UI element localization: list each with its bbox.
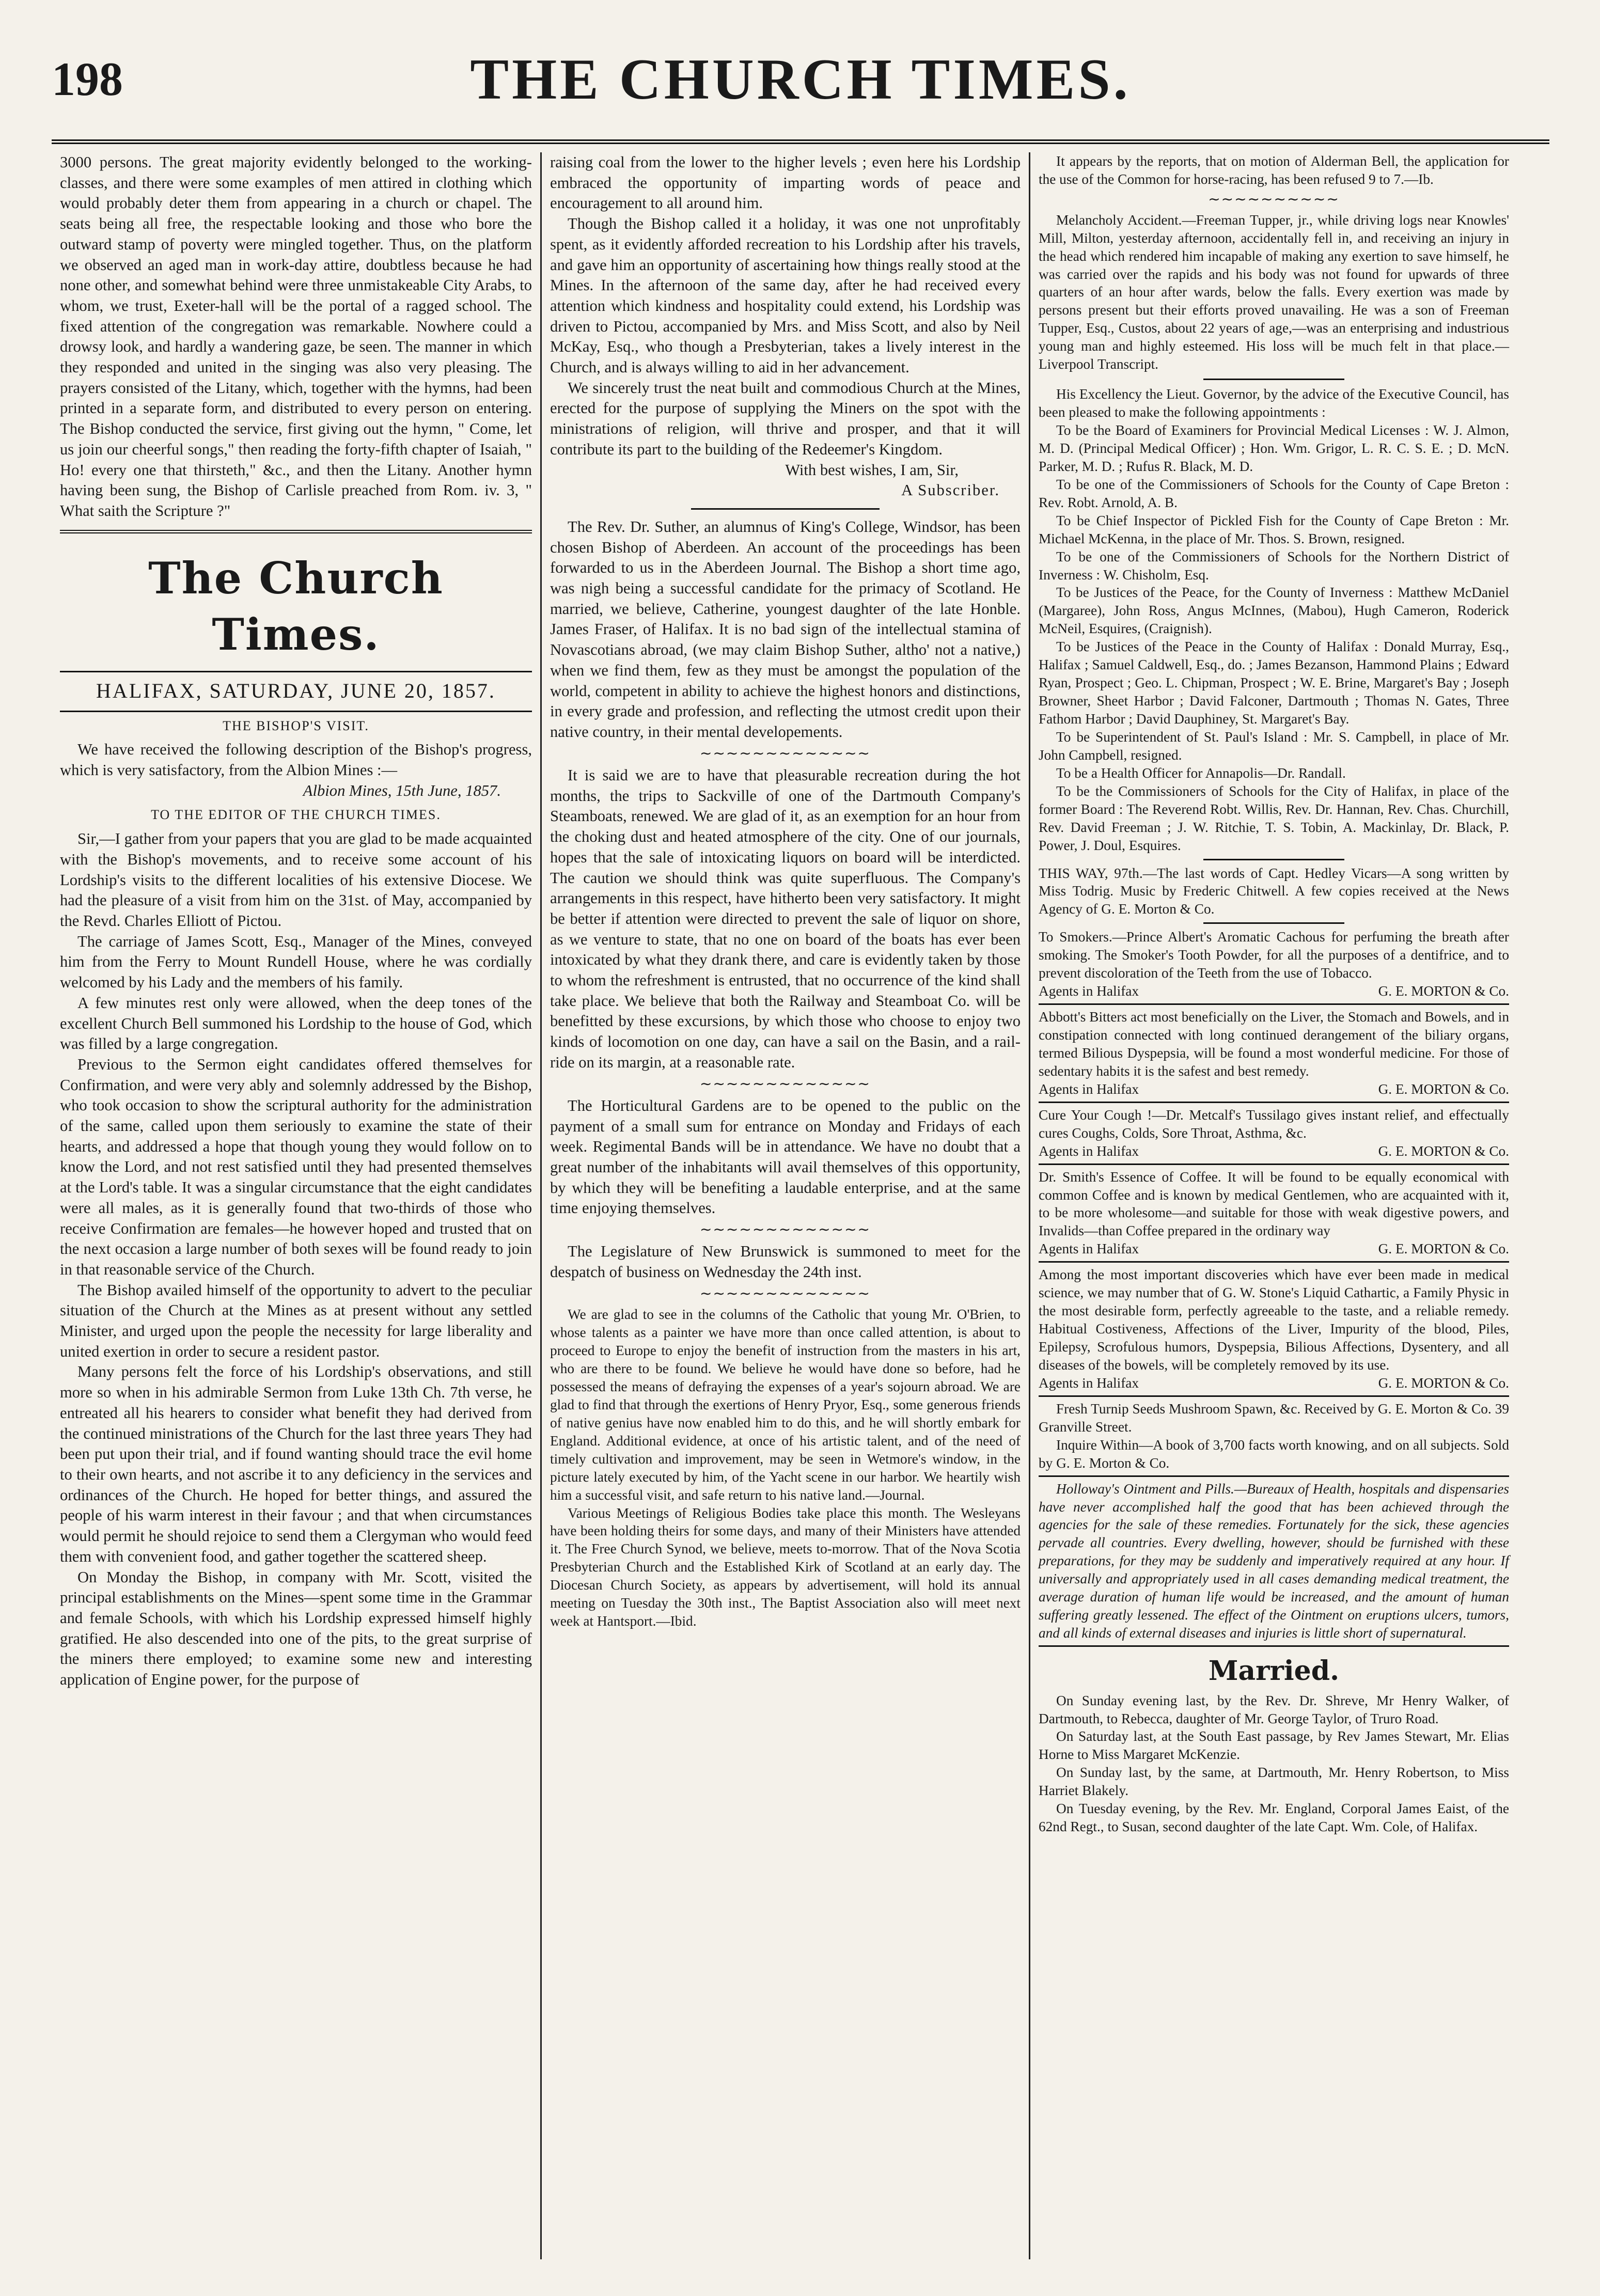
letter-paragraph: The carriage of James Scott, Esq., Manager of the Mines, conveyed him from the Ferry to Mount Rundell House, where he was cordially welcomed by his Lady and the members of his family. [60,932,532,992]
signature: A Subscriber. [901,481,1000,499]
agent-label: Agents in Halifax [1039,1241,1139,1257]
divider [1203,859,1344,860]
appointment: To be the Commissioners of Schools for the City of Halifax, in place of the former Board : The Reverend Robt. Willis, Rev. Dr. Hannan, Rev. Chas. Churchill, Rev. David Freeman ; J. W. Ritchie, T. S. Tobin, A. Mackinlay, Dr. Black, P. Power, J. Doul, Esquires. [1039,783,1509,853]
news-item: It appears by the reports, that on motion of Alderman Bell, the application for the use of the Common for horse-racing, has been refused 9 to 7.—Ib. [1039,153,1509,187]
wavy-divider: ∼∼∼∼∼∼∼∼∼∼∼∼∼ [700,1285,871,1302]
marriage-notice: On Sunday last, by the same, at Dartmouth, Mr. Henry Robertson, to Miss Harriet Blakely. [1039,1765,1509,1799]
letter-paragraph: Many persons felt the force of his Lordship's observations, and still more so when in his admirable Sermon from Luke 13th Ch. 7th verse, he entreated all his hearers to consider what benefit they had derived from the continued ministrations of the Church for the last three years They had been put upon their trial, and if found wanting should trace the evil home to their own hearts, and not ascribe it to any deficiency in the services and ordinances of the Church. He hoped for better things, and assured the people of his warm interest in their favour ; and that when circumstances would permit he should rejoice to send them a Clergyman who would feed them with convenient food, and gather together the scattered sheep. [60,1363,532,1565]
news-item: It is said we are to have that pleasurable recreation during the hot months, the trips to Sackville of one of the Dartmouth Company's Steamboats, renewed. We are glad of it, as an exemption for an hour from the choking dust and heated atmosphere of the city. One of our journals, hopes that the sale of intoxicating liquors on board will be interdicted. The caution we should think was quite superfluous. The Company's arrangements in this respect, have hitherto been very satisfactory. It might be better if attention were directed to prevent the sale of liquor on shore, as we venture to state, that no one on board of the boats has ever been intoxicated by what they drank there, and care is evidently taken by those to whom the refreshment is entrusted, that no occurrence of the kind shall take place. We believe that both the Railway and Steamboat Co. will be benefitted by these excursions, by which those who choose to enjoy two kinds of locomotion on one day, can have a sail on the Basin, and a rail-ride on its margin, at a reasonable rate. [550,766,1021,1071]
dateline: HALIFAX, SATURDAY, JUNE 20, 1857. [96,679,496,702]
appointment: To be one of the Commissioners of Schools for the Northern District of Inverness : W. Chisholm, Esq. [1039,548,1509,583]
agent-label: Agents in Halifax [1039,1375,1139,1391]
wavy-divider: ∼∼∼∼∼∼∼∼∼∼∼∼∼ [700,1222,871,1238]
divider [1039,1645,1509,1647]
paper-title: The Church Times. [148,552,444,660]
news-item: The Rev. Dr. Suther, an alumnus of King's College, Windsor, has been chosen Bishop of Aberdeen. An account of the proceedings has been forwarded to us in the Aberdeen Journal. The Bishop a short time ago, was nigh being a successful candidate for the primacy of Scotland. He married, we believe, Catherine, youngest daughter of the late Honble. James Fraser, of Halifax. It is no bad sign of the intellectual stamina of Novascotians abroad, (we may claim Bishop Suther, altho' not a native,) when we find them, few as they must be amongst the population of the world, competent in ability to achieve the highest honors and distinctions, in every grade and profession, and reflecting the utmost credit upon their native country, in their mental developements. [550,517,1021,741]
news-item: The Horticultural Gardens are to be opened to the public on the payment of a small sum for entrance on Monday and Fridays of each week. Regimental Bands will be in attendance. We have no doubt that a great number of the inhabitants will avail themselves of this opportunity, by which they will be benefiting a laudable enterprise, and at the same time enjoying themselves. [550,1096,1021,1217]
wavy-divider: ∼∼∼∼∼∼∼∼∼∼ [1208,191,1340,208]
article-paragraph: 3000 persons. The great majority evidently belonged to the working-classes, and there were some examples of men attired in clothing which would probably deter them from appearing in a church or chapel. The seats being all free, the respectable looking and those who bore the outward stamp of poverty were mingled together. Thus, on the platform we observed an aged man in work-day attire, doubtless because he had none other, and somewhat behind were three unmistakeable City Arabs, to whom, we trust, Exeter-hall will be the portal of a ragged school. The fixed attention of the congregation was remarkable. Nowhere could a drowsy look, and hardly a wandering gaze, be seen. The manner in which they responded and united in the singing was also very pleasing. The prayers consisted of the Litany, which, together with the hymns, had been printed in a separate form, and distributed to every person on entering. The Bishop conducted the service, first giving out the hymn, " Come, let us join our cheerful songs," then reading the forty-fifth chapter of Isaiah, " Ho! every one that thirsteth," &c., and then the Litany. Another hymn having been sung, the Bishop of Carlisle preached from Rom. iv. 3, " What saith the Scripture ?" [60,153,532,520]
agent-line [1039,1142,1509,1160]
letter-paragraph: A few minutes rest only were allowed, when the deep tones of the excellent Church Bell summoned his Lordship to the house of God, which was filled by a large congregation. [60,994,532,1053]
agent-name: G. E. MORTON & Co. [1378,1081,1509,1097]
column-1 [52,152,540,2259]
letter-paragraph: The Bishop availed himself of the opportunity to advert to the peculiar situation of the Church at the Mines as at present without any settled Minister, and urged upon the people the necessity for large liberality and united exertion in order to secure a resident pastor. [60,1281,532,1360]
advertisement: Fresh Turnip Seeds Mushroom Spawn, &c. Received by G. E. Morton & Co. 39 Granville Street. [1039,1401,1509,1435]
wavy-divider: ∼∼∼∼∼∼∼∼∼∼∼∼∼ [700,1076,871,1092]
divider [1039,1261,1509,1263]
advertisement: Holloway's Ointment and Pills.—Bureaux of Health, hospitals and dispensaries have never accomplished half the good that has been achieved through the agencies for the sale of these remedies. Fortunately for the sick, these agencies pervade all countries. Every dwelling, however, should be furnished with these preparations, for they may be suddenly and imperatively required at any hour. If universally and appropriately used in all cases demanding medical treatment, the average duration of human life would be increased, and the amount of human suffering greatly lessened. The effect of the Ointment on eruptions ulcers, tumors, and all kinds of external diseases and injuries is little short of supernatural. [1039,1481,1509,1641]
agent-name: G. E. MORTON & Co. [1378,1375,1509,1391]
letter-paragraph: Previous to the Sermon eight candidates offered themselves for Confirmation, and were very ably and solemnly addressed by the Bishop, who took occasion to show the scriptural authority for the administration of the same, called upon them seriously to examine the state of their hearts, and addressed a hope that though young they would follow on to know the Lord, and not rest satisfied until they had presented themselves at the Lord's table. It was a singular circumstance that the eight candidates were all males, as it is generally found that two-thirds of those who receive Confirmation are females—he however hoped and trusted that on the next occasion a large number of both sexes will be found ready to join in that reasonable service of the Church. [60,1055,532,1278]
appointment: His Excellency the Lieut. Governor, by the advice of the Executive Council, has been pleased to make the following appointments : [1039,386,1509,420]
appointment: To be Chief Inspector of Pickled Fish for the County of Cape Breton : Mr. Michael McKenna, in the place of Mr. Thos. S. Brown, resigned. [1039,512,1509,546]
appointment: To be Justices of the Peace in the County of Halifax : Donald Murray, Esq., Halifax ; Samuel Caldwell, Esq., do. ; James Bezanson, Hammond Plains ; Edward Ryan, Prospect ; Geo. L. Chipman, Prospect ; W. E. Brine, Margaret's Bay ; Joseph Browner, Sheet Harbor ; David Falconer, Dartmouth ; Thomas N. Gates, Three Fathom Harbor ; David Dauphiney, St. Margaret's Bay. [1039,639,1509,727]
advertisement: To Smokers.—Prince Albert's Aromatic Cachous for perfuming the breath after smoking. The Smoker's Tooth Powder, for all the purposes of a dentifrice, and to prevent discoloration of the Teeth from the use of Tobacco. [1039,929,1509,981]
letter-paragraph: raising coal from the lower to the higher levels ; even here his Lordship embraced the opportunity of imparting words of peace and encouragement to all around him. [550,153,1021,212]
agent-name: G. E. MORTON & Co. [1378,1143,1509,1159]
advertisement: Cure Your Cough !—Dr. Metcalf's Tussilago gives instant relief, and effectually cures Coughs, Colds, Sore Throat, Asthma, &c. [1039,1107,1509,1141]
agent-line [1039,1374,1509,1392]
agent-line [1039,1240,1509,1258]
agent-label: Agents in Halifax [1039,1081,1139,1097]
appointment: To be Justices of the Peace, for the County of Inverness : Matthew McDaniel (Margaree), John Ross, Angus McInnes, (Mabou), Hugh Cameron, Roderick McNeil, Esquires, (Craignish). [1039,585,1509,637]
newspaper-page [52,41,1549,2262]
appointment: To be Superintendent of St. Paul's Island : Mr. S. Campbell, in place of Mr. John Campbell, resigned. [1039,729,1509,763]
agent-label: Agents in Halifax [1039,1143,1139,1159]
letter-paragraph: Sir,—I gather from your papers that you are glad to be made acquainted with the Bishop's movements, and to receive some account of his Lordship's visits to the different localities of his extensive Diocese. We had the pleasure of a visit from him on the 31st. of May, accompanied by the Revd. Charles Elliott of Pictou. [60,830,532,930]
news-item: The Legislature of New Brunswick is summoned to meet for the despatch of business on Wednesday the 24th inst. [550,1243,1021,1281]
marriage-notice: On Tuesday evening, by the Rev. Mr. England, Corporal James Eaist, of the 62nd Regt., to Susan, second daughter of the late Capt. Wm. Cole, of Halifax. [1039,1801,1509,1835]
intro-paragraph: We have received the following description of the Bishop's progress, which is very satisfactory, from the Albion Mines :— [60,741,532,779]
letter-paragraph: We sincerely trust the neat built and commodious Church at the Mines, erected for the purpose of supplying the Miners on the spot with the ministrations of religion, will thrive and prosper, and that it will contribute its part to the building of the Redeemer's Kingdom. [550,379,1021,458]
divider [1039,1003,1509,1005]
divider [1039,1395,1509,1397]
editor-address: TO THE EDITOR OF THE CHURCH TIMES. [151,807,441,823]
letter-paragraph: Though the Bishop called it a holiday, it was one not unprofitably spent, as it evidently afforded recreation to his Lordship after his travels, and gave him an opportunity of ascertaining how things really stood at the Mines. In the afternoon of the same day, after he had received every attention which kindness and hospitality could extend, his Lordship was driven to Pictou, accompanied by Mrs. and Miss Scott, and also by Neil McKay, Esq., who though a Presbyterian, takes a lively interest in the Church, and is always willing to aid in her advancement. [550,215,1021,376]
married-heading: Married. [1208,1655,1340,1687]
page-header [52,41,1549,144]
news-item: Various Meetings of Religious Bodies take place this month. The Wesleyans have been holding theirs for some days, and many of their Ministers have attended it. The Free Church Synod, we believe, meets to-morrow. That of the Nova Scotia Presbyterian Church and the Established Kirk of Scotland at an early day. The Diocesan Church Society, as appears by advertisement, will hold its annual meeting on Tuesday the 30th inst., The Baptist Association also will meet next week at Hantsport.—Ibid. [550,1505,1021,1629]
marriage-notice: On Saturday last, at the South East passage, by Rev James Stewart, Mr. Elias Horne to Miss Margaret McKenzie. [1039,1728,1509,1763]
divider [1039,1163,1509,1165]
signoff: With best wishes, I am, Sir, [785,461,959,479]
divider [1203,379,1344,380]
advertisement: Dr. Smith's Essence of Coffee. It will be found to be equally economical with common Coffee and is known by medical Gentlemen, who are acquainted with it, to be more wholesome—and suitable for those with weak digestive powers, and Invalids—than Coffee prepared in the ordinary way [1039,1169,1509,1239]
letter-paragraph: On Monday the Bishop, in company with Mr. Scott, visited the principal establishments on the Mines—spent some time in the Grammar and female Schools, with which his Lordship expressed himself highly gratified. He also descended into one of the pits, to the great surprise of the miners there employed; to examine some new and interesting application of Engine power, for the purpose of [60,1568,532,1689]
agent-name: G. E. MORTON & Co. [1378,1241,1509,1257]
appointment: To be a Health Officer for Annapolis—Dr. Randall. [1056,765,1346,781]
news-item: We are glad to see in the columns of the Catholic that young Mr. O'Brien, to whose talents as a painter we have more than once called attention, is about to proceed to Europe to enjoy the benefit of instruction from the masters in his art, who are there to be found. We believe he would have done so before, had he possessed the means of defraying the expenses of a year's sojourn abroad. We are glad to find that through the exertions of Henry Pryor, Esq., some generous friends of native genius have now enabled him to do this, and he will shortly embark for England. Additional evidence, at once of his artistic talent, and of the need of timely cultivation and improvement, may be seen in Wetmore's window, in the picture lately executed by him, of the Yacht scene in our harbor. We heartily wish him a successful visit, and safe return to his native land.—Journal. [550,1307,1021,1503]
advertisement: THIS WAY, 97th.—The last words of Capt. Hedley Vicars—A song written by Miss Todrig. Music by Frederic Chitwell. A few copies received at the News Agency of G. E. Morton & Co. [1039,865,1509,917]
advertisement: Abbott's Bitters act most beneficially on the Liver, the Stomach and Bowels, and in constipation connected with long continued derangement of the biliary organs, termed Bilious Dyspepsia, will be found a most wonderful medicine. For those of sedentary habits it is the safest and best remedy. [1039,1009,1509,1079]
wavy-divider: ∼∼∼∼∼∼∼∼∼∼∼∼∼ [700,745,871,762]
advertisement: Inquire Within—A book of 3,700 facts worth knowing, and on all subjects. Sold by G. E. Morton & Co. [1039,1437,1509,1471]
section-heading: THE BISHOP'S VISIT. [223,718,369,733]
column-2 [540,152,1029,2259]
masthead: THE CHURCH TIMES. [470,48,1131,112]
divider [60,530,532,533]
agent-label: Agents in Halifax [1039,983,1139,999]
news-item: Melancholy Accident.—Freeman Tupper, jr., while driving logs near Knowles' Mill, Milton, yesterday afternoon, accidentally fell in, and receiving an injury in the head which rendered him incapable of making any exertion to save himself, he was carried over the rapids and his body was not found for upwards of three quarters of an hour after wards, below the falls. Every exertion was made by persons present but their efforts proved unavailing. He was a son of Freeman Tupper, Esq., Custos, about 22 years of age,—was an enterprising and industrious young man and highly esteemed. His loss will be much felt in that place.—Liverpool Transcript. [1039,212,1509,372]
appointment: To be the Board of Examiners for Provincial Medical Licenses : W. J. Almon, M. D. (Principal Medical Officer) ; Hon. Wm. Grigor, L. R. C. S. E. ; D. McN. Parker, M. D. ; Rufus R. Black, M. D. [1039,422,1509,474]
agent-name: G. E. MORTON & Co. [1378,983,1509,999]
column-3 [1029,152,1517,2259]
divider [1203,922,1344,924]
appointment: To be one of the Commissioners of Schools for the County of Cape Breton : Rev. Robt. Arnold, A. B. [1039,476,1509,510]
divider [60,671,532,672]
marriage-notice: On Sunday evening last, by the Rev. Dr. Shreve, Mr Henry Walker, of Dartmouth, to Rebecca, daughter of Mr. George Taylor, of Truro Road. [1039,1692,1509,1726]
agent-line [1039,982,1509,1000]
divider [60,711,532,712]
advertisement: Among the most important discoveries which have ever been made in medical science, we may number that of G. W. Stone's Liquid Cathartic, a Family Physic in the most desirable form, perfectly agreeable to the taste, and a reliable remedy. Habitual Costiveness, Affections of the Liver, Impurity of the blood, Piles, Epilepsy, Scrofulous humors, Dyspepsia, Bilious Affections, Dysentery, and all diseases of the bowels, will be completely removed by its use. [1039,1267,1509,1373]
divider [1039,1102,1509,1103]
agent-line [1039,1080,1509,1098]
columns [52,152,1549,2259]
divider [1039,1475,1509,1477]
divider [691,508,879,510]
page-number: 198 [52,53,123,105]
place-date: Albion Mines, 15th June, 1857. [303,781,501,799]
